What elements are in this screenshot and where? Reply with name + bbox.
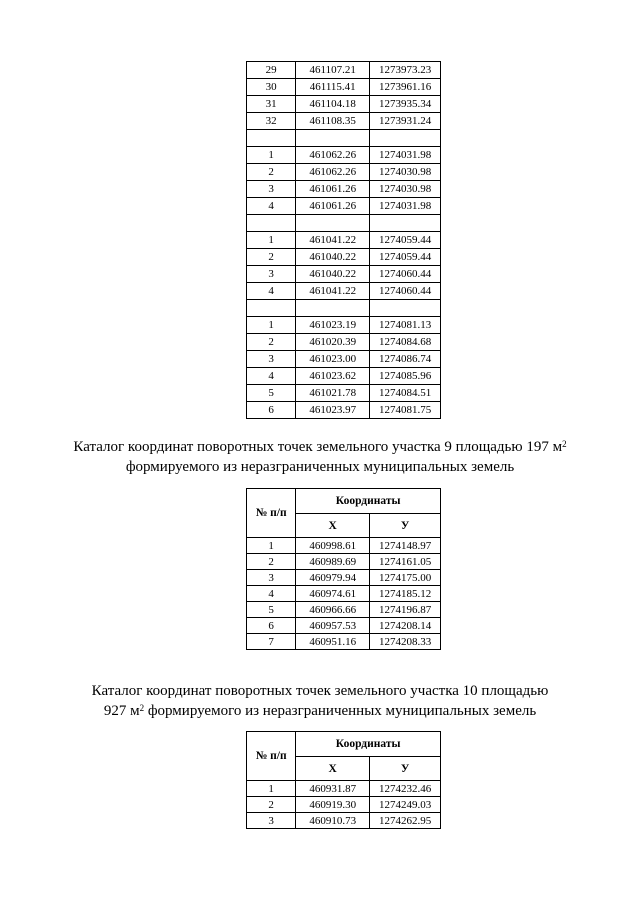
cell-y: 1274084.68 <box>370 334 441 351</box>
cell-y: 1273931.24 <box>370 113 441 130</box>
cell-y: 1274084.51 <box>370 385 441 402</box>
caption-line-2: 927 $м^2$ формируемого из неразграниченных муниципальных земель <box>103 703 537 719</box>
cell-y <box>370 130 441 147</box>
cell-y: 1274208.33 <box>370 634 441 650</box>
table-row <box>247 586 441 602</box>
cell-x: 461061.26 <box>296 198 370 215</box>
cell-num: 1 <box>247 147 296 164</box>
table-row <box>247 96 441 113</box>
header-y: У <box>370 757 441 781</box>
table-row <box>247 164 441 181</box>
table-row <box>247 570 441 586</box>
cell-y: 1273935.34 <box>370 96 441 113</box>
table-row <box>247 215 441 232</box>
header-num: № п/п <box>247 489 296 538</box>
cell-y: 1274161.05 <box>370 554 441 570</box>
cell-x: 461062.26 <box>296 147 370 164</box>
cell-y: 1274232.46 <box>370 781 441 797</box>
table-row <box>247 79 441 96</box>
cell-x: 460957.53 <box>296 618 370 634</box>
cell-y: 1274030.98 <box>370 164 441 181</box>
cell-x: 460966.66 <box>296 602 370 618</box>
cell-num <box>247 300 296 317</box>
table-row <box>247 351 441 368</box>
cell-num: 4 <box>247 198 296 215</box>
table-row <box>247 283 441 300</box>
cell-y: 1274086.74 <box>370 351 441 368</box>
cell-x: 461023.19 <box>296 317 370 334</box>
header-coordinates: Координаты <box>296 732 441 757</box>
table-row <box>247 402 441 419</box>
cell-num: 2 <box>247 797 296 813</box>
cell-num: 1 <box>247 781 296 797</box>
cell-y: 1274060.44 <box>370 283 441 300</box>
cell-num: 6 <box>247 618 296 634</box>
cell-x: 461041.22 <box>296 232 370 249</box>
cell-num: 1 <box>247 538 296 554</box>
cell-x: 460979.94 <box>296 570 370 586</box>
cell-y: 1274262.95 <box>370 813 441 829</box>
cell-num: 2 <box>247 249 296 266</box>
table-row <box>247 266 441 283</box>
cell-x: 461107.21 <box>296 62 370 79</box>
caption-line-1: Каталог координат поворотных точек земельного участка 9 площадью 197 $м^2$ <box>73 439 567 455</box>
cell-x: 461062.26 <box>296 164 370 181</box>
cell-y: 1274196.87 <box>370 602 441 618</box>
header-x: Х <box>296 514 370 538</box>
cell-num: 31 <box>247 96 296 113</box>
cell-num: 4 <box>247 586 296 602</box>
cell-x: 461023.97 <box>296 402 370 419</box>
cell-y: 1274085.96 <box>370 368 441 385</box>
table-row <box>247 232 441 249</box>
cell-num: 3 <box>247 570 296 586</box>
cell-y: 1274081.13 <box>370 317 441 334</box>
table-row <box>247 781 441 797</box>
cell-num: 29 <box>247 62 296 79</box>
cell-x: 460951.16 <box>296 634 370 650</box>
table-row <box>247 317 441 334</box>
caption-line-2: формируемого из неразграниченных муниципальных земель <box>125 459 515 475</box>
table-row <box>247 198 441 215</box>
cell-x: 461108.35 <box>296 113 370 130</box>
table-row <box>247 113 441 130</box>
header-coordinates: Координаты <box>296 489 441 514</box>
cell-y: 1274060.44 <box>370 266 441 283</box>
coordinates-table-plot-10 <box>246 731 441 829</box>
cell-x: 461040.22 <box>296 266 370 283</box>
cell-num: 32 <box>247 113 296 130</box>
header-num: № п/п <box>247 732 296 781</box>
cell-y: 1274081.75 <box>370 402 441 419</box>
table-body <box>247 781 441 829</box>
cell-num: 1 <box>247 232 296 249</box>
cell-x: 461115.41 <box>296 79 370 96</box>
table-row <box>247 130 441 147</box>
cell-num <box>247 215 296 232</box>
coordinates-table-continued <box>246 61 441 419</box>
cell-x: 460919.30 <box>296 797 370 813</box>
cell-y: 1274059.44 <box>370 232 441 249</box>
cell-y: 1273973.23 <box>370 62 441 79</box>
cell-y: 1274059.44 <box>370 249 441 266</box>
cell-y: 1274249.03 <box>370 797 441 813</box>
coordinates-table-plot-9 <box>246 488 441 650</box>
table-row <box>247 634 441 650</box>
cell-y: 1274175.00 <box>370 570 441 586</box>
cell-num: 1 <box>247 317 296 334</box>
table-row <box>247 181 441 198</box>
cell-num <box>247 130 296 147</box>
table-row <box>247 538 441 554</box>
table-row <box>247 334 441 351</box>
table-row <box>247 385 441 402</box>
cell-num: 3 <box>247 813 296 829</box>
cell-x: 461020.39 <box>296 334 370 351</box>
cell-x: 461040.22 <box>296 249 370 266</box>
table-row <box>247 147 441 164</box>
table-body <box>247 62 441 419</box>
cell-x <box>296 300 370 317</box>
cell-num: 30 <box>247 79 296 96</box>
cell-x: 460910.73 <box>296 813 370 829</box>
cell-x: 461061.26 <box>296 181 370 198</box>
header-y: У <box>370 514 441 538</box>
cell-y <box>370 300 441 317</box>
cell-x <box>296 130 370 147</box>
cell-num: 3 <box>247 181 296 198</box>
table-row <box>247 554 441 570</box>
table-row <box>247 602 441 618</box>
table-row <box>247 813 441 829</box>
cell-num: 7 <box>247 634 296 650</box>
table-row <box>247 618 441 634</box>
cell-x: 460989.69 <box>296 554 370 570</box>
header-x: Х <box>296 757 370 781</box>
cell-num: 3 <box>247 266 296 283</box>
cell-y: 1274148.97 <box>370 538 441 554</box>
table-row <box>247 797 441 813</box>
table-body <box>247 538 441 650</box>
cell-y: 1274031.98 <box>370 147 441 164</box>
cell-y: 1274185.12 <box>370 586 441 602</box>
cell-y: 1274031.98 <box>370 198 441 215</box>
cell-x: 460974.61 <box>296 586 370 602</box>
table-row <box>247 249 441 266</box>
cell-x: 461023.00 <box>296 351 370 368</box>
caption-plot-10 <box>0 681 640 721</box>
table-row <box>247 368 441 385</box>
cell-num: 6 <box>247 402 296 419</box>
cell-y: 1273961.16 <box>370 79 441 96</box>
caption-line-1: Каталог координат поворотных точек земельного участка 10 площадью <box>91 683 549 699</box>
cell-x: 461041.22 <box>296 283 370 300</box>
cell-num: 5 <box>247 385 296 402</box>
cell-x: 460931.87 <box>296 781 370 797</box>
cell-y: 1274030.98 <box>370 181 441 198</box>
cell-num: 2 <box>247 164 296 181</box>
cell-num: 2 <box>247 554 296 570</box>
cell-num: 4 <box>247 368 296 385</box>
cell-x: 461023.62 <box>296 368 370 385</box>
cell-x: 460998.61 <box>296 538 370 554</box>
cell-x <box>296 215 370 232</box>
cell-num: 3 <box>247 351 296 368</box>
table-row <box>247 300 441 317</box>
caption-plot-9 <box>0 437 640 477</box>
table-row <box>247 62 441 79</box>
cell-x: 461104.18 <box>296 96 370 113</box>
cell-x: 461021.78 <box>296 385 370 402</box>
cell-num: 4 <box>247 283 296 300</box>
cell-y: 1274208.14 <box>370 618 441 634</box>
cell-y <box>370 215 441 232</box>
cell-num: 5 <box>247 602 296 618</box>
cell-num: 2 <box>247 334 296 351</box>
